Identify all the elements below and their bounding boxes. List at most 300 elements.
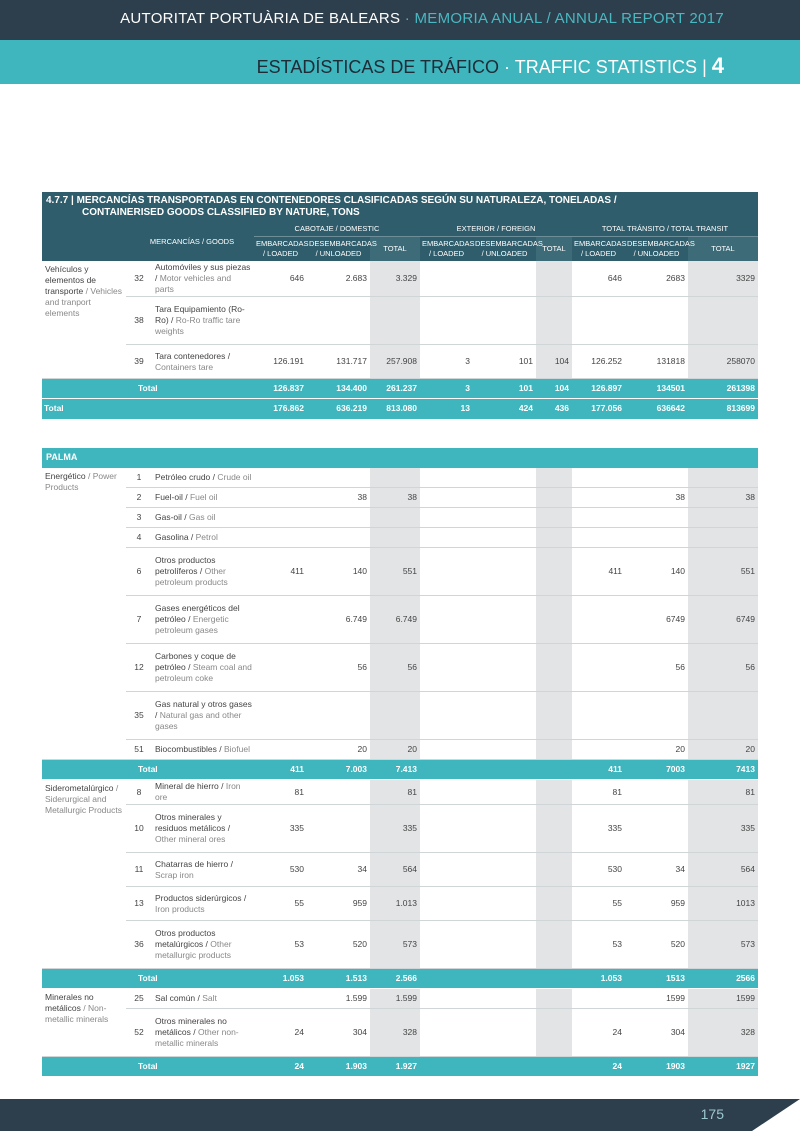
value-cell bbox=[572, 740, 625, 760]
top-header-bar bbox=[0, 0, 800, 40]
footer-corner-wedge bbox=[752, 1099, 800, 1131]
value-cell: 551 bbox=[370, 548, 420, 596]
value-cell bbox=[536, 780, 572, 805]
value-cell bbox=[254, 488, 307, 508]
page-number: 175 bbox=[700, 1106, 724, 1122]
goods-code: 13 bbox=[126, 887, 152, 921]
subtotal-value: 1927 bbox=[688, 1057, 758, 1077]
category-label-en: / Non-metallic minerals bbox=[45, 1003, 109, 1024]
value-cell: 56 bbox=[307, 644, 370, 692]
goods-description bbox=[152, 297, 254, 345]
goods-description-es: Gases energéticos del petróleo / bbox=[155, 603, 240, 624]
value-cell bbox=[420, 548, 473, 596]
value-cell bbox=[536, 853, 572, 887]
goods-code: 10 bbox=[126, 805, 152, 853]
value-cell: 20 bbox=[625, 740, 688, 760]
report-title: AUTORITAT PORTUÀRIA DE BALEARS · MEMORIA ANUAL / ANNUAL REPORT 2017 bbox=[120, 10, 724, 27]
value-cell: 6749 bbox=[625, 596, 688, 644]
subtotal-value: 1903 bbox=[625, 1057, 688, 1077]
value-cell bbox=[473, 989, 536, 1009]
value-cell: 6.749 bbox=[370, 596, 420, 644]
table-row bbox=[42, 780, 758, 805]
value-cell bbox=[688, 297, 758, 345]
goods-description-en: Energetic petroleum gases bbox=[155, 614, 229, 635]
value-cell bbox=[420, 740, 473, 760]
value-cell: 411 bbox=[254, 548, 307, 596]
section-gap bbox=[42, 419, 758, 448]
value-cell bbox=[254, 528, 307, 548]
subtotal-value: 134501 bbox=[625, 379, 688, 399]
value-cell bbox=[420, 692, 473, 740]
transit-header: TOTAL TRÁNSITO / TOTAL TRANSIT bbox=[572, 222, 758, 237]
value-cell: 573 bbox=[688, 921, 758, 969]
subtotal-row bbox=[42, 1057, 758, 1077]
table-row bbox=[42, 805, 758, 853]
grand-total-value: 636.219 bbox=[307, 399, 370, 419]
total-header: TOTAL bbox=[370, 237, 420, 262]
value-cell: 24 bbox=[254, 1009, 307, 1057]
goods-code: 1 bbox=[126, 468, 152, 488]
goods-description-en: Other non-metallic minerals bbox=[155, 1027, 239, 1048]
value-cell bbox=[420, 853, 473, 887]
goods-description-es: Otros minerales y residuos metálicos / bbox=[155, 812, 231, 833]
value-cell bbox=[370, 297, 420, 345]
containerised-goods-table-wrapper bbox=[42, 192, 758, 1077]
category-label-es: Energético bbox=[45, 470, 86, 481]
goods-code: 51 bbox=[126, 740, 152, 760]
category-label-es: Vehículos y elementos de transporte bbox=[45, 264, 97, 296]
subtotal-label: Total bbox=[126, 379, 254, 399]
value-cell: 411 bbox=[572, 548, 625, 596]
value-cell: 520 bbox=[625, 921, 688, 969]
value-cell bbox=[254, 740, 307, 760]
value-cell bbox=[572, 528, 625, 548]
subtotal-spacer bbox=[42, 969, 126, 989]
value-cell bbox=[420, 805, 473, 853]
value-cell bbox=[254, 508, 307, 528]
subtotal-spacer bbox=[42, 1057, 126, 1077]
table-row bbox=[42, 508, 758, 528]
subtotal-spacer bbox=[42, 760, 126, 780]
value-cell: 34 bbox=[307, 853, 370, 887]
value-cell bbox=[688, 508, 758, 528]
goods-description-es: Otros minerales no metálicos / bbox=[155, 1016, 227, 1037]
value-cell: 551 bbox=[688, 548, 758, 596]
value-cell: 335 bbox=[370, 805, 420, 853]
value-cell bbox=[572, 488, 625, 508]
value-cell bbox=[473, 468, 536, 488]
goods-description-en: Other petroleum products bbox=[155, 566, 228, 587]
table-row bbox=[42, 596, 758, 644]
value-cell: 34 bbox=[625, 853, 688, 887]
value-cell: 81 bbox=[572, 780, 625, 805]
value-cell bbox=[625, 508, 688, 528]
goods-description-es: Petróleo crudo / bbox=[155, 471, 218, 482]
value-cell: 6749 bbox=[688, 596, 758, 644]
value-cell: 257.908 bbox=[370, 345, 420, 379]
goods-description-es: Chatarras de hierro / bbox=[155, 858, 233, 869]
goods-code: 11 bbox=[126, 853, 152, 887]
goods-code: 3 bbox=[126, 508, 152, 528]
subtotal-value bbox=[420, 1057, 473, 1077]
grand-total-value: 813.080 bbox=[370, 399, 420, 419]
value-cell bbox=[420, 596, 473, 644]
value-cell: 1.013 bbox=[370, 887, 420, 921]
containerised-goods-table bbox=[42, 192, 758, 1077]
value-cell: 335 bbox=[572, 805, 625, 853]
unloaded-header: DESEMBARCADAS / UNLOADED bbox=[625, 237, 688, 262]
goods-description-en: Gas oil bbox=[189, 512, 216, 522]
subtotal-label: Total bbox=[126, 1057, 254, 1077]
subtotal-value: 1.053 bbox=[572, 969, 625, 989]
value-cell: 530 bbox=[254, 853, 307, 887]
value-cell: 81 bbox=[370, 780, 420, 805]
goods-description-en: Ro-Ro traffic tare weights bbox=[155, 315, 241, 336]
value-cell: 38 bbox=[307, 488, 370, 508]
grand-total-value: 176.862 bbox=[254, 399, 307, 419]
value-cell: 646 bbox=[572, 261, 625, 297]
value-cell bbox=[625, 692, 688, 740]
goods-description-en: Containers tare bbox=[155, 361, 214, 372]
palma-header-row bbox=[42, 448, 758, 468]
value-cell: 38 bbox=[370, 488, 420, 508]
value-cell: 3 bbox=[420, 345, 473, 379]
value-cell bbox=[420, 989, 473, 1009]
goods-code: 6 bbox=[126, 548, 152, 596]
subtotal-value: 2566 bbox=[688, 969, 758, 989]
category-label bbox=[42, 989, 126, 1057]
goods-description bbox=[152, 692, 254, 740]
value-cell bbox=[420, 921, 473, 969]
domestic-header: CABOTAJE / DOMESTIC bbox=[254, 222, 420, 237]
value-cell: 564 bbox=[688, 853, 758, 887]
subtotal-value bbox=[420, 969, 473, 989]
subtotal-value: 7003 bbox=[625, 760, 688, 780]
value-cell bbox=[572, 297, 625, 345]
value-cell bbox=[536, 297, 572, 345]
table-row bbox=[42, 692, 758, 740]
grand-total-label: Total bbox=[42, 399, 254, 419]
table-title: 4.7.7 | MERCANCÍAS TRANSPORTADAS EN CONTENEDORES CLASIFICADAS SEGÚN SU NATURALEZA, TONELADAS / CONTAINERISED GOODS CLASSIFIED BY NATURE, TONS bbox=[42, 192, 758, 222]
goods-description-es: Productos siderúrgicos / bbox=[155, 892, 247, 903]
subtotal-row bbox=[42, 379, 758, 399]
subtotal-value: 101 bbox=[473, 379, 536, 399]
value-cell: 126.252 bbox=[572, 345, 625, 379]
value-cell bbox=[370, 508, 420, 528]
value-cell bbox=[254, 596, 307, 644]
value-cell: 53 bbox=[254, 921, 307, 969]
category-label-en: / Siderurgical and Metallurgic Products bbox=[45, 783, 123, 815]
value-cell bbox=[473, 508, 536, 528]
value-cell: 3329 bbox=[688, 261, 758, 297]
value-cell: 20 bbox=[370, 740, 420, 760]
subtotal-value: 7.003 bbox=[307, 760, 370, 780]
value-cell bbox=[536, 548, 572, 596]
page-footer bbox=[0, 1099, 800, 1131]
table-row bbox=[42, 261, 758, 297]
goods-description-en: Petrol bbox=[195, 532, 218, 542]
value-cell: 101 bbox=[473, 345, 536, 379]
goods-code: 32 bbox=[126, 261, 152, 297]
goods-description bbox=[152, 261, 254, 297]
value-cell bbox=[473, 853, 536, 887]
goods-code: 35 bbox=[126, 692, 152, 740]
table-row bbox=[42, 488, 758, 508]
goods-description bbox=[152, 853, 254, 887]
value-cell: 55 bbox=[572, 887, 625, 921]
subtotal-value bbox=[536, 760, 572, 780]
value-cell: 1013 bbox=[688, 887, 758, 921]
value-cell: 258070 bbox=[688, 345, 758, 379]
goods-description-en: Scrap iron bbox=[155, 869, 194, 880]
value-cell bbox=[625, 805, 688, 853]
goods-description-en: Iron ore bbox=[155, 781, 241, 802]
value-cell bbox=[420, 1009, 473, 1057]
value-cell: 304 bbox=[625, 1009, 688, 1057]
value-cell: 81 bbox=[254, 780, 307, 805]
subtotal-value: 126.837 bbox=[254, 379, 307, 399]
subtotal-value: 261.237 bbox=[370, 379, 420, 399]
palma-header: PALMA bbox=[42, 448, 758, 468]
value-cell bbox=[473, 644, 536, 692]
value-cell bbox=[370, 528, 420, 548]
goods-description bbox=[152, 548, 254, 596]
value-cell bbox=[307, 508, 370, 528]
subtotal-value bbox=[473, 969, 536, 989]
goods-header: MERCANCÍAS / GOODS bbox=[42, 222, 254, 261]
goods-description-es: Tara Equipamiento (Ro-Ro) / bbox=[155, 304, 245, 325]
value-cell bbox=[254, 989, 307, 1009]
table-row bbox=[42, 644, 758, 692]
value-cell: 959 bbox=[307, 887, 370, 921]
value-cell: 328 bbox=[688, 1009, 758, 1057]
goods-description bbox=[152, 989, 254, 1009]
value-cell bbox=[473, 692, 536, 740]
grand-total-row bbox=[42, 399, 758, 419]
table-row bbox=[42, 297, 758, 345]
value-cell bbox=[536, 468, 572, 488]
value-cell bbox=[473, 261, 536, 297]
table-row bbox=[42, 528, 758, 548]
value-cell: 3.329 bbox=[370, 261, 420, 297]
value-cell: 959 bbox=[625, 887, 688, 921]
value-cell: 140 bbox=[625, 548, 688, 596]
table-row bbox=[42, 345, 758, 379]
goods-description-en: Fuel oil bbox=[189, 492, 218, 502]
value-cell bbox=[572, 468, 625, 488]
value-cell bbox=[307, 297, 370, 345]
category-label bbox=[42, 780, 126, 969]
value-cell bbox=[625, 528, 688, 548]
subtotal-label: Total bbox=[126, 760, 254, 780]
value-cell bbox=[572, 596, 625, 644]
value-cell bbox=[254, 297, 307, 345]
category-label bbox=[42, 261, 126, 379]
value-cell bbox=[473, 921, 536, 969]
goods-code: 12 bbox=[126, 644, 152, 692]
value-cell bbox=[536, 740, 572, 760]
goods-description-en: Other mineral ores bbox=[155, 834, 226, 844]
subtotal-row bbox=[42, 760, 758, 780]
value-cell: 530 bbox=[572, 853, 625, 887]
total-header: TOTAL bbox=[536, 237, 572, 262]
value-cell bbox=[307, 468, 370, 488]
section-title: ESTADÍSTICAS DE TRÁFICO · TRAFFIC STATISTICS | 4 bbox=[256, 53, 724, 78]
unloaded-header: DESEMBARCADAS / UNLOADED bbox=[307, 237, 370, 262]
goods-description-es: Automóviles y sus piezas / bbox=[155, 262, 251, 283]
goods-description bbox=[152, 740, 254, 760]
value-cell bbox=[688, 468, 758, 488]
value-cell bbox=[254, 692, 307, 740]
value-cell: 140 bbox=[307, 548, 370, 596]
value-cell bbox=[254, 644, 307, 692]
subtotal-value: 24 bbox=[572, 1057, 625, 1077]
goods-code: 2 bbox=[126, 488, 152, 508]
goods-code: 7 bbox=[126, 596, 152, 644]
goods-code: 36 bbox=[126, 921, 152, 969]
value-cell bbox=[420, 887, 473, 921]
unloaded-header: DESEMBARCADAS / UNLOADED bbox=[473, 237, 536, 262]
value-cell: 38 bbox=[688, 488, 758, 508]
subtotal-value bbox=[420, 760, 473, 780]
goods-description-es: Fuel-oil / bbox=[155, 492, 190, 502]
value-cell: 126.191 bbox=[254, 345, 307, 379]
goods-description-en: Motor vehicles and parts bbox=[155, 273, 232, 294]
goods-description-es: Otros productos petrolíferos / bbox=[155, 555, 216, 576]
grand-total-value: 636642 bbox=[625, 399, 688, 419]
palma-block bbox=[42, 448, 758, 1077]
goods-code: 39 bbox=[126, 345, 152, 379]
section-header-bar bbox=[0, 40, 800, 84]
value-cell bbox=[572, 989, 625, 1009]
goods-description bbox=[152, 887, 254, 921]
goods-description-es: Mineral de hierro / bbox=[155, 781, 226, 791]
table-row bbox=[42, 921, 758, 969]
foreign-header: EXTERIOR / FOREIGN bbox=[420, 222, 572, 237]
subtotal-value bbox=[536, 1057, 572, 1077]
value-cell bbox=[473, 548, 536, 596]
value-cell bbox=[473, 887, 536, 921]
goods-description-en: Salt bbox=[202, 993, 217, 1003]
value-cell bbox=[688, 528, 758, 548]
value-cell: 56 bbox=[688, 644, 758, 692]
loaded-header: EMBARCADAS / LOADED bbox=[572, 237, 625, 262]
total-header: TOTAL bbox=[688, 237, 758, 262]
value-cell: 131.717 bbox=[307, 345, 370, 379]
value-cell: 20 bbox=[688, 740, 758, 760]
value-cell bbox=[370, 692, 420, 740]
value-cell bbox=[625, 297, 688, 345]
value-cell: 104 bbox=[536, 345, 572, 379]
value-cell bbox=[536, 488, 572, 508]
category-label-en: / Power Products bbox=[45, 470, 117, 492]
value-cell bbox=[307, 692, 370, 740]
value-cell: 20 bbox=[307, 740, 370, 760]
value-cell: 2.683 bbox=[307, 261, 370, 297]
value-cell bbox=[536, 989, 572, 1009]
goods-description bbox=[152, 921, 254, 969]
value-cell: 328 bbox=[370, 1009, 420, 1057]
subtotal-value: 3 bbox=[420, 379, 473, 399]
subtotal-value: 1.903 bbox=[307, 1057, 370, 1077]
subtotal-value: 7.413 bbox=[370, 760, 420, 780]
goods-description-es: Tara contenedores / bbox=[155, 350, 231, 361]
value-cell bbox=[688, 692, 758, 740]
value-cell: 24 bbox=[572, 1009, 625, 1057]
value-cell bbox=[625, 780, 688, 805]
value-cell: 38 bbox=[625, 488, 688, 508]
subtotal-value bbox=[473, 1057, 536, 1077]
table-row bbox=[42, 887, 758, 921]
subtotal-value bbox=[473, 760, 536, 780]
value-cell: 2683 bbox=[625, 261, 688, 297]
value-cell: 1599 bbox=[688, 989, 758, 1009]
table-row bbox=[42, 1009, 758, 1057]
goods-description bbox=[152, 596, 254, 644]
subtotal-value: 1513 bbox=[625, 969, 688, 989]
subtotal-value: 411 bbox=[254, 760, 307, 780]
table-title-row bbox=[42, 192, 758, 222]
goods-description bbox=[152, 345, 254, 379]
value-cell bbox=[536, 261, 572, 297]
value-cell bbox=[420, 644, 473, 692]
subtotal-value: 104 bbox=[536, 379, 572, 399]
value-cell bbox=[473, 780, 536, 805]
value-cell bbox=[473, 740, 536, 760]
goods-code: 4 bbox=[126, 528, 152, 548]
value-cell: 6.749 bbox=[307, 596, 370, 644]
goods-code: 52 bbox=[126, 1009, 152, 1057]
goods-description-es: Otros productos metalúrgicos / bbox=[155, 928, 216, 949]
value-cell bbox=[254, 468, 307, 488]
value-cell bbox=[625, 468, 688, 488]
subtotal-value: 261398 bbox=[688, 379, 758, 399]
category-label bbox=[42, 468, 126, 760]
table-row bbox=[42, 468, 758, 488]
goods-description-es: Sal común / bbox=[155, 993, 203, 1003]
goods-description-es: Biocombustibles / bbox=[155, 744, 224, 754]
value-cell bbox=[473, 1009, 536, 1057]
value-cell bbox=[536, 887, 572, 921]
goods-description-en: Other metallurgic products bbox=[155, 939, 232, 960]
goods-description-en: Steam coal and petroleum coke bbox=[155, 662, 252, 683]
table-row bbox=[42, 548, 758, 596]
table-row bbox=[42, 853, 758, 887]
grand-total-value: 177.056 bbox=[572, 399, 625, 419]
goods-description-en: Crude oil bbox=[217, 471, 252, 482]
value-cell: 564 bbox=[370, 853, 420, 887]
value-cell bbox=[307, 528, 370, 548]
subtotal-value: 134.400 bbox=[307, 379, 370, 399]
value-cell bbox=[536, 805, 572, 853]
value-cell bbox=[536, 921, 572, 969]
subtotal-value: 2.566 bbox=[370, 969, 420, 989]
goods-description-en: Biofuel bbox=[223, 744, 250, 754]
value-cell bbox=[473, 528, 536, 548]
goods-description-es: Gasolina / bbox=[155, 532, 196, 542]
value-cell: 520 bbox=[307, 921, 370, 969]
value-cell bbox=[572, 692, 625, 740]
goods-description-es: Gas-oil / bbox=[155, 512, 190, 522]
value-cell: 53 bbox=[572, 921, 625, 969]
value-cell: 55 bbox=[254, 887, 307, 921]
goods-description-es: Gas natural y otros gases / bbox=[155, 699, 252, 720]
grand-total-value: 13 bbox=[420, 399, 473, 419]
table-row bbox=[42, 740, 758, 760]
value-cell bbox=[420, 261, 473, 297]
goods-description-en: Natural gas and other gases bbox=[155, 710, 242, 731]
value-cell bbox=[536, 528, 572, 548]
